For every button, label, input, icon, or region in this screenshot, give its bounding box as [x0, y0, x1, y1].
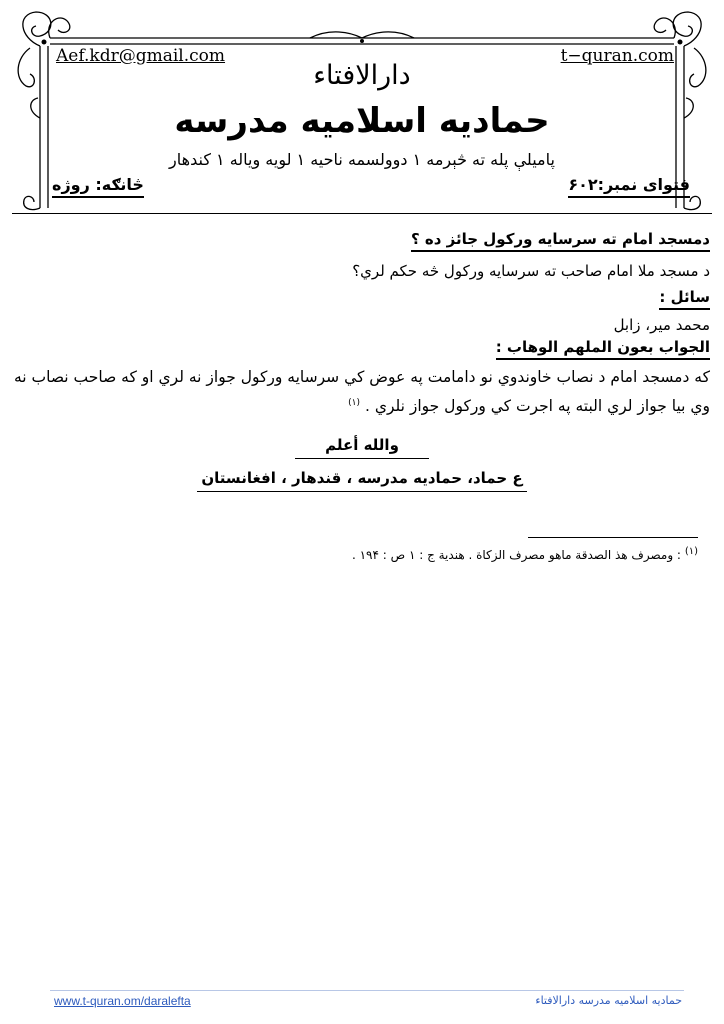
- title-main: حمادیه اسلامیه مدرسه: [174, 101, 550, 141]
- answer-text: که دمسجد امام د نصاب خاوندوي نو دامامت په عوض کي سرسایه ورکول جواز نه لري او که صاحب نصاب نه وي بیا جواز لري البته په اجرت کي ورکول جواز نلري .: [14, 368, 710, 416]
- signature-name: [0, 469, 724, 487]
- asker-heading: [659, 288, 710, 306]
- signature-closing-text: والله أعلم: [295, 436, 429, 459]
- title-top: دارالافتاء: [313, 60, 411, 91]
- footnote-divider: [528, 537, 698, 538]
- signature-closing: [0, 436, 724, 454]
- footer-link[interactable]: www.t-quran.om/daralefta: [54, 994, 191, 1008]
- question-heading-text: دمسجد امام ته سرسایه ورکول جائز ده ؟: [411, 230, 710, 252]
- footer-divider: [50, 990, 684, 991]
- answer-body: [14, 364, 710, 419]
- footnote: [352, 546, 698, 562]
- asker-name: محمد میر، زابل: [613, 316, 710, 334]
- question-text: د مسجد ملا امام صاحب ته سرسایه ورکول څه حکم لري؟: [352, 262, 710, 280]
- address-line: پامیلې پله ته څېرمه ۱ دوولسمه ناحیه ۱ لویه ویاله ۱ کندهار: [169, 150, 555, 169]
- footnote-text: : ومصرف هذ الصدقة ماهو مصرف الزكاة . هندية ج : ۱ ص : ۱۹۴ .: [351, 548, 681, 562]
- answer-heading-text: الجواب بعون الملهم الوهاب :: [496, 338, 710, 360]
- footer-title: حمادیه اسلامیه مدرسه دارالافتاء: [535, 994, 682, 1007]
- signature-name-text: ع حماد، حمادیه مدرسه ، قندهار ، افغانستان: [197, 469, 526, 492]
- question-heading: [411, 230, 710, 248]
- website-link[interactable]: t−quran.com: [560, 46, 674, 66]
- answer-footnote-ref: (۱): [348, 398, 361, 408]
- fatwa-number: فتوای نمبر:۶۰۲: [568, 175, 690, 198]
- answer-heading: [496, 338, 710, 356]
- section-label: څانګه: روژه: [52, 175, 144, 198]
- asker-label: سائل :: [659, 288, 710, 310]
- email-address[interactable]: Aef.kdr@gmail.com: [56, 46, 226, 66]
- header-divider: [12, 213, 712, 214]
- footnote-marker: (۱): [684, 546, 698, 557]
